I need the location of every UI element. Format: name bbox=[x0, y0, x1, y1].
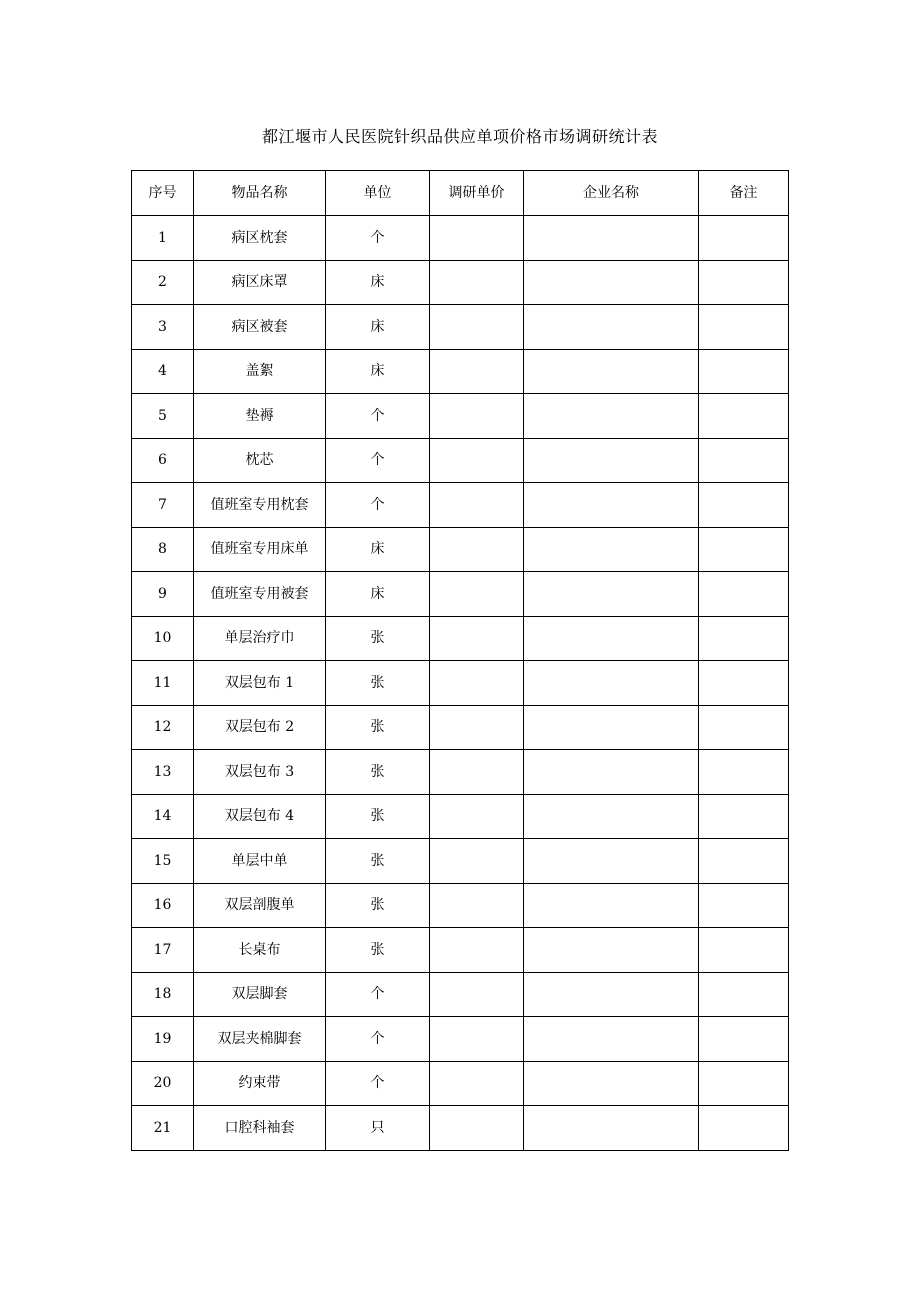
table-row bbox=[132, 260, 789, 305]
cell-serial-number: 3 bbox=[132, 305, 194, 350]
cell-item-name: 病区床罩 bbox=[194, 260, 326, 305]
cell-item-name: 双层剖腹单 bbox=[194, 883, 326, 928]
cell-company-name bbox=[524, 928, 699, 973]
cell-unit: 张 bbox=[326, 839, 430, 884]
table-row bbox=[132, 883, 789, 928]
cell-item-name: 单层中单 bbox=[194, 839, 326, 884]
cell-serial-number: 8 bbox=[132, 527, 194, 572]
cell-serial-number: 13 bbox=[132, 750, 194, 795]
cell-survey-price bbox=[430, 260, 524, 305]
cell-item-name: 双层夹棉脚套 bbox=[194, 1017, 326, 1062]
cell-serial-number: 10 bbox=[132, 616, 194, 661]
header-unit: 单位 bbox=[326, 171, 430, 216]
cell-remarks bbox=[699, 1106, 789, 1151]
cell-item-name: 约束带 bbox=[194, 1061, 326, 1106]
cell-remarks bbox=[699, 394, 789, 439]
cell-remarks bbox=[699, 1017, 789, 1062]
cell-unit: 张 bbox=[326, 883, 430, 928]
table-body bbox=[132, 216, 789, 1151]
cell-unit: 张 bbox=[326, 750, 430, 795]
cell-unit: 个 bbox=[326, 438, 430, 483]
table-row bbox=[132, 1061, 789, 1106]
document-title: 都江堰市人民医院针织品供应单项价格市场调研统计表 bbox=[261, 127, 658, 146]
cell-company-name bbox=[524, 260, 699, 305]
cell-serial-number: 16 bbox=[132, 883, 194, 928]
cell-survey-price bbox=[430, 483, 524, 528]
cell-survey-price bbox=[430, 972, 524, 1017]
cell-company-name bbox=[524, 1017, 699, 1062]
table-row bbox=[132, 216, 789, 261]
cell-remarks bbox=[699, 349, 789, 394]
cell-item-name: 双层脚套 bbox=[194, 972, 326, 1017]
table-header-row bbox=[132, 171, 789, 216]
cell-unit: 个 bbox=[326, 216, 430, 261]
cell-serial-number: 6 bbox=[132, 438, 194, 483]
cell-survey-price bbox=[430, 216, 524, 261]
cell-company-name bbox=[524, 394, 699, 439]
cell-remarks bbox=[699, 1061, 789, 1106]
cell-unit: 床 bbox=[326, 572, 430, 617]
cell-unit: 张 bbox=[326, 928, 430, 973]
cell-remarks bbox=[699, 305, 789, 350]
cell-remarks bbox=[699, 216, 789, 261]
cell-remarks bbox=[699, 616, 789, 661]
cell-remarks bbox=[699, 438, 789, 483]
header-company-name: 企业名称 bbox=[524, 171, 699, 216]
cell-survey-price bbox=[430, 794, 524, 839]
cell-item-name: 双层包布 2 bbox=[194, 705, 326, 750]
cell-item-name: 双层包布 4 bbox=[194, 794, 326, 839]
cell-survey-price bbox=[430, 750, 524, 795]
cell-unit: 张 bbox=[326, 794, 430, 839]
cell-company-name bbox=[524, 705, 699, 750]
cell-item-name: 单层治疗巾 bbox=[194, 616, 326, 661]
cell-unit: 个 bbox=[326, 1017, 430, 1062]
cell-remarks bbox=[699, 750, 789, 795]
cell-remarks bbox=[699, 883, 789, 928]
table-row bbox=[132, 305, 789, 350]
cell-serial-number: 9 bbox=[132, 572, 194, 617]
cell-company-name bbox=[524, 349, 699, 394]
cell-remarks bbox=[699, 527, 789, 572]
cell-item-name: 长桌布 bbox=[194, 928, 326, 973]
cell-serial-number: 18 bbox=[132, 972, 194, 1017]
cell-company-name bbox=[524, 572, 699, 617]
cell-company-name bbox=[524, 839, 699, 884]
cell-survey-price bbox=[430, 1061, 524, 1106]
table-row bbox=[132, 527, 789, 572]
cell-survey-price bbox=[430, 883, 524, 928]
cell-remarks bbox=[699, 794, 789, 839]
cell-unit: 只 bbox=[326, 1106, 430, 1151]
cell-survey-price bbox=[430, 616, 524, 661]
cell-company-name bbox=[524, 1061, 699, 1106]
table-row bbox=[132, 438, 789, 483]
cell-unit: 床 bbox=[326, 305, 430, 350]
cell-remarks bbox=[699, 705, 789, 750]
cell-serial-number: 12 bbox=[132, 705, 194, 750]
cell-item-name: 双层包布 1 bbox=[194, 661, 326, 706]
cell-unit: 床 bbox=[326, 260, 430, 305]
cell-survey-price bbox=[430, 705, 524, 750]
cell-company-name bbox=[524, 216, 699, 261]
cell-serial-number: 20 bbox=[132, 1061, 194, 1106]
cell-remarks bbox=[699, 661, 789, 706]
cell-item-name: 盖絮 bbox=[194, 349, 326, 394]
cell-item-name: 值班室专用枕套 bbox=[194, 483, 326, 528]
cell-unit: 张 bbox=[326, 661, 430, 706]
cell-item-name: 病区被套 bbox=[194, 305, 326, 350]
cell-survey-price bbox=[430, 839, 524, 884]
table-row bbox=[132, 928, 789, 973]
cell-serial-number: 21 bbox=[132, 1106, 194, 1151]
cell-remarks bbox=[699, 260, 789, 305]
cell-serial-number: 2 bbox=[132, 260, 194, 305]
table-row bbox=[132, 705, 789, 750]
table-row bbox=[132, 394, 789, 439]
cell-serial-number: 11 bbox=[132, 661, 194, 706]
cell-item-name: 双层包布 3 bbox=[194, 750, 326, 795]
table-row bbox=[132, 1017, 789, 1062]
cell-item-name: 垫褥 bbox=[194, 394, 326, 439]
cell-unit: 个 bbox=[326, 394, 430, 439]
cell-item-name: 病区枕套 bbox=[194, 216, 326, 261]
table-row bbox=[132, 750, 789, 795]
cell-serial-number: 5 bbox=[132, 394, 194, 439]
table-row bbox=[132, 616, 789, 661]
cell-unit: 张 bbox=[326, 705, 430, 750]
table-row bbox=[132, 483, 789, 528]
cell-serial-number: 7 bbox=[132, 483, 194, 528]
cell-item-name: 口腔科袖套 bbox=[194, 1106, 326, 1151]
cell-company-name bbox=[524, 794, 699, 839]
cell-item-name: 枕芯 bbox=[194, 438, 326, 483]
cell-company-name bbox=[524, 616, 699, 661]
cell-survey-price bbox=[430, 928, 524, 973]
cell-serial-number: 19 bbox=[132, 1017, 194, 1062]
cell-company-name bbox=[524, 527, 699, 572]
cell-item-name: 值班室专用被套 bbox=[194, 572, 326, 617]
cell-serial-number: 1 bbox=[132, 216, 194, 261]
table-row bbox=[132, 839, 789, 884]
cell-serial-number: 14 bbox=[132, 794, 194, 839]
cell-survey-price bbox=[430, 527, 524, 572]
cell-remarks bbox=[699, 839, 789, 884]
cell-company-name bbox=[524, 483, 699, 528]
cell-serial-number: 17 bbox=[132, 928, 194, 973]
cell-company-name bbox=[524, 438, 699, 483]
header-item-name: 物品名称 bbox=[194, 171, 326, 216]
table-row bbox=[132, 1106, 789, 1151]
cell-company-name bbox=[524, 883, 699, 928]
cell-unit: 个 bbox=[326, 1061, 430, 1106]
cell-item-name: 值班室专用床单 bbox=[194, 527, 326, 572]
cell-survey-price bbox=[430, 661, 524, 706]
cell-survey-price bbox=[430, 349, 524, 394]
cell-remarks bbox=[699, 972, 789, 1017]
cell-survey-price bbox=[430, 305, 524, 350]
cell-company-name bbox=[524, 661, 699, 706]
cell-remarks bbox=[699, 572, 789, 617]
cell-unit: 个 bbox=[326, 972, 430, 1017]
cell-unit: 张 bbox=[326, 616, 430, 661]
table-row bbox=[132, 349, 789, 394]
cell-serial-number: 4 bbox=[132, 349, 194, 394]
cell-company-name bbox=[524, 1106, 699, 1151]
header-remarks: 备注 bbox=[699, 171, 789, 216]
table-row bbox=[132, 661, 789, 706]
cell-survey-price bbox=[430, 438, 524, 483]
price-survey-table bbox=[131, 170, 789, 1151]
table-row bbox=[132, 572, 789, 617]
cell-survey-price bbox=[430, 1017, 524, 1062]
table-row bbox=[132, 972, 789, 1017]
cell-remarks bbox=[699, 483, 789, 528]
cell-unit: 床 bbox=[326, 349, 430, 394]
cell-survey-price bbox=[430, 394, 524, 439]
header-survey-price: 调研单价 bbox=[430, 171, 524, 216]
cell-unit: 床 bbox=[326, 527, 430, 572]
cell-unit: 个 bbox=[326, 483, 430, 528]
cell-company-name bbox=[524, 750, 699, 795]
table-row bbox=[132, 794, 789, 839]
cell-remarks bbox=[699, 928, 789, 973]
cell-company-name bbox=[524, 305, 699, 350]
cell-survey-price bbox=[430, 572, 524, 617]
cell-serial-number: 15 bbox=[132, 839, 194, 884]
cell-company-name bbox=[524, 972, 699, 1017]
cell-survey-price bbox=[430, 1106, 524, 1151]
header-serial-number: 序号 bbox=[132, 171, 194, 216]
